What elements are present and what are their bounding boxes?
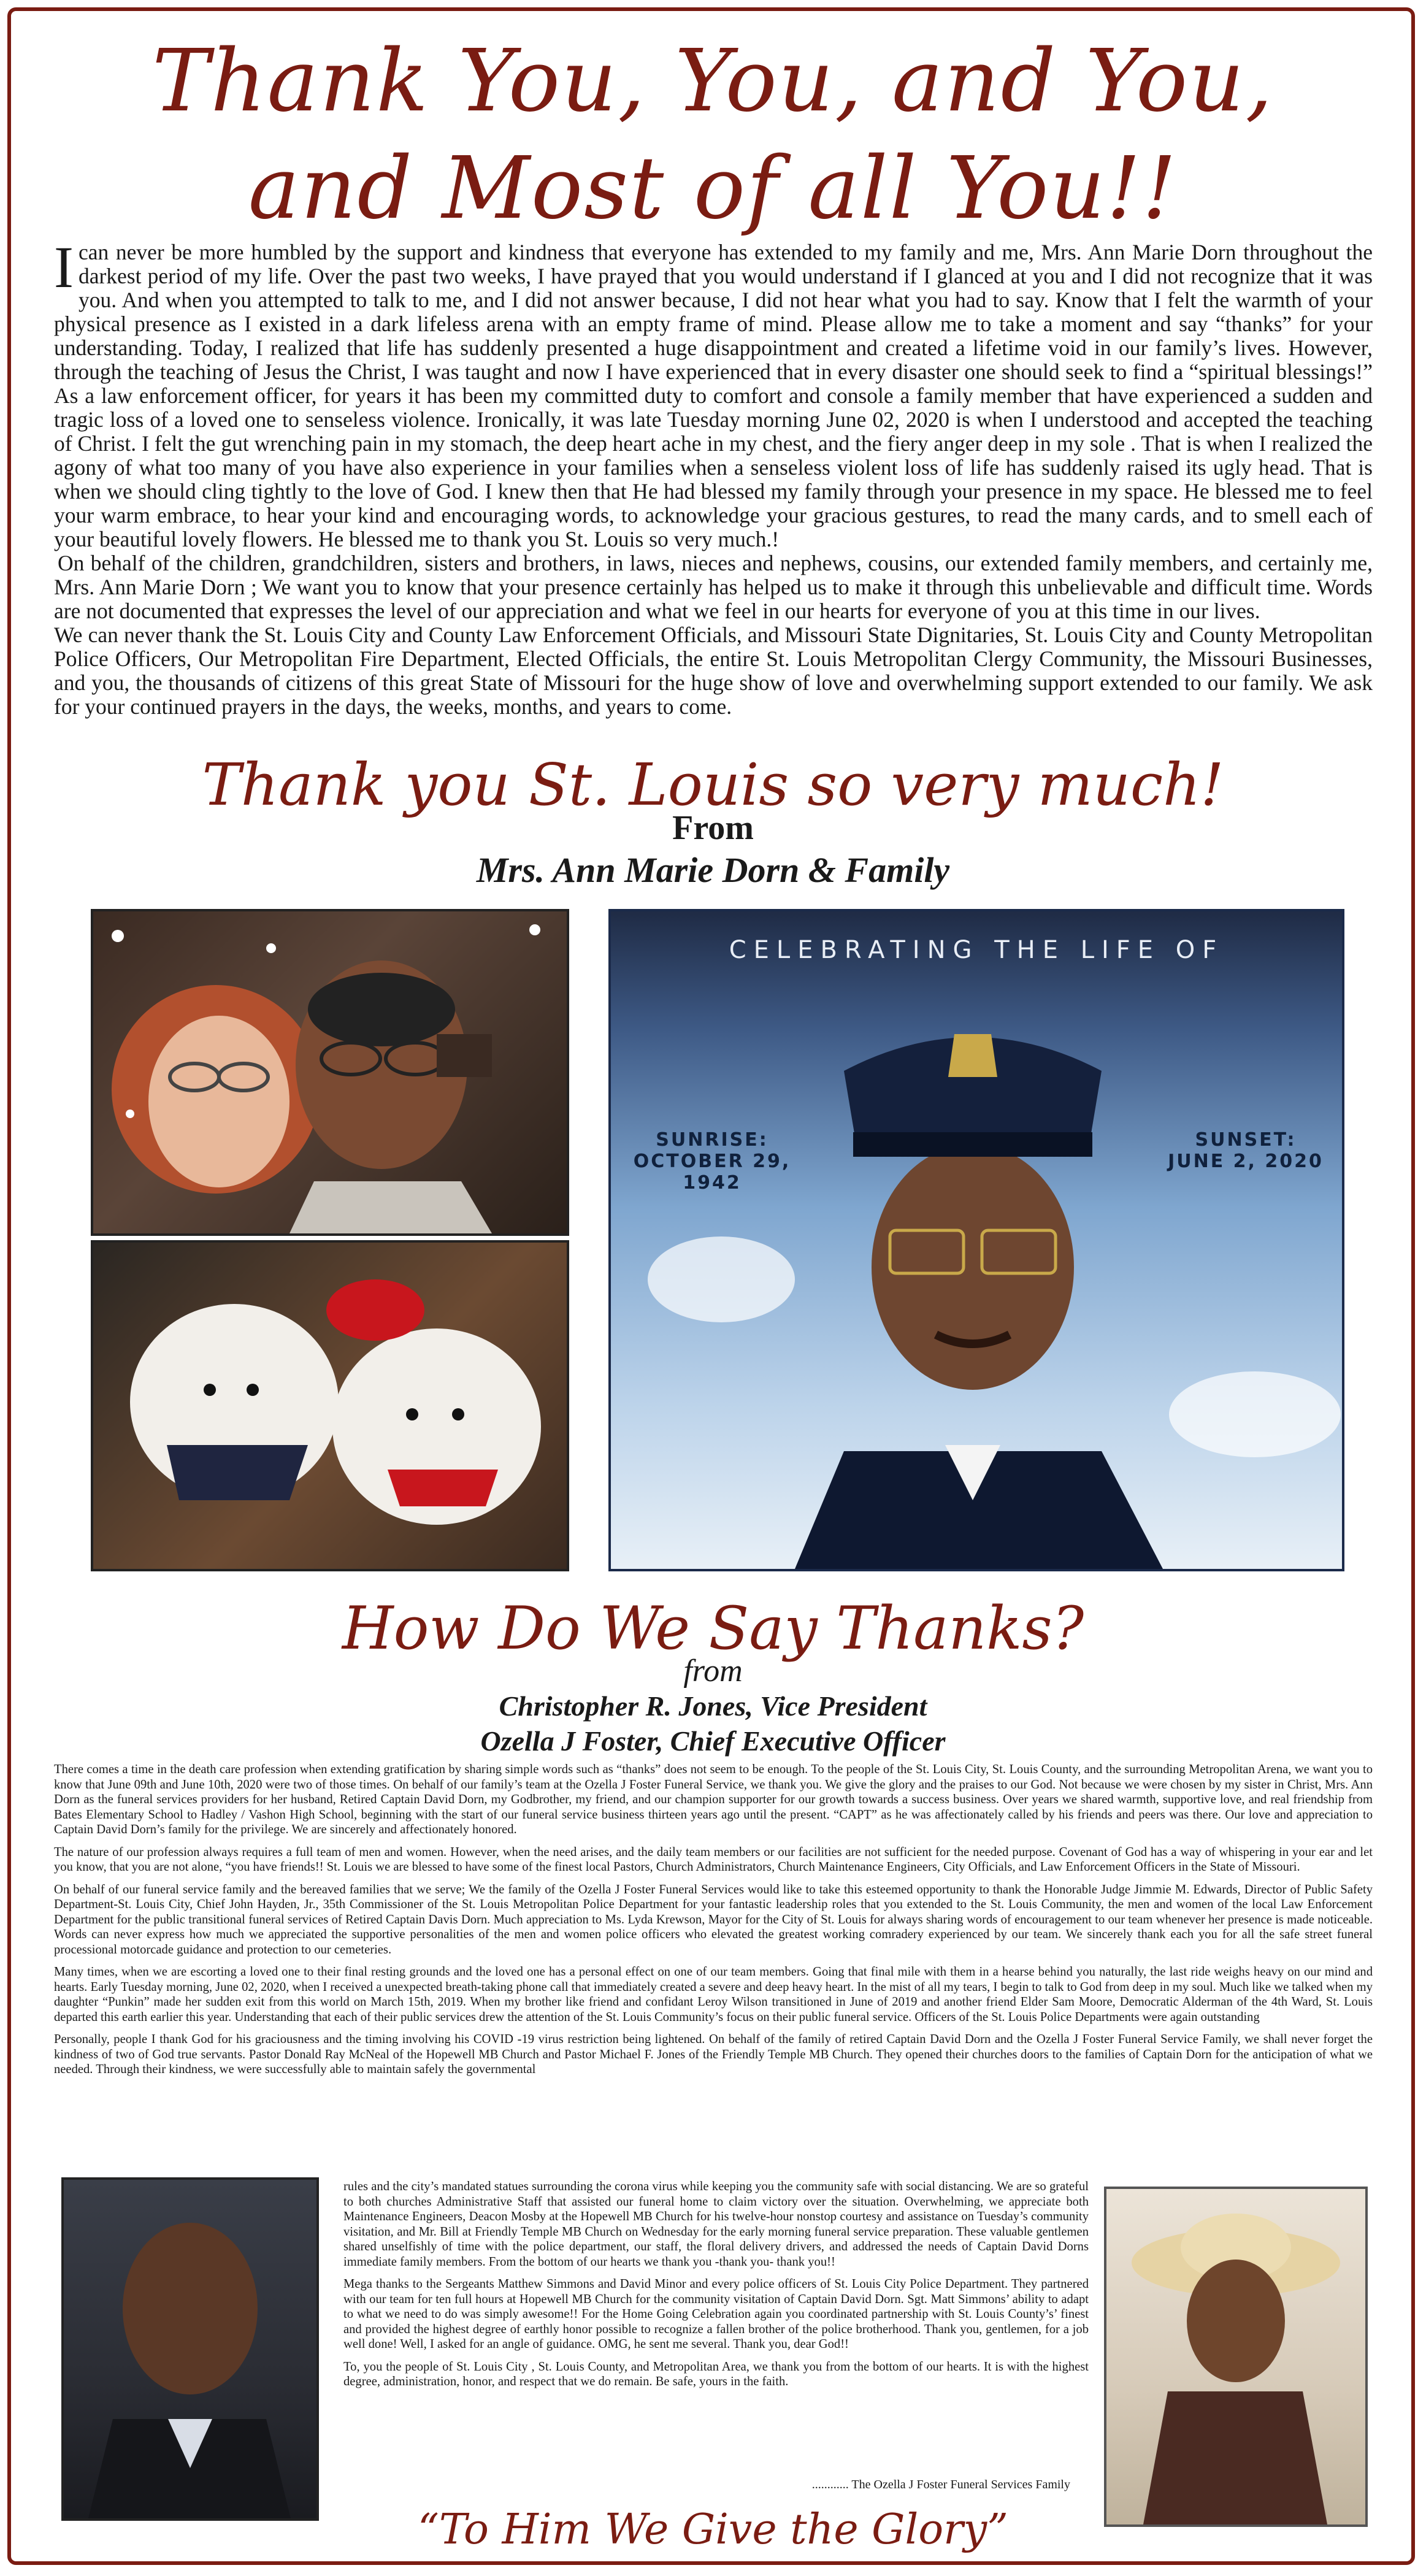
ceo-photo: [1104, 2187, 1368, 2527]
how-do-we-say-thanks-heading: How Do We Say Thanks?: [342, 1594, 1084, 1663]
title-line-1: Thank You, You, and You,: [152, 31, 1274, 131]
dorn-letter: [54, 234, 1373, 719]
funeral-paragraph-3: On behalf of our funeral service family and the bereaved families that we serve; We the family of the Ozella J Foster Funeral Services would like to take this esteemed opportunity to thank the Honorable Judge Jimmie M. Edwards, Director of Public Safety Department-St. Louis City, Chief John Hayden, Jr., 35th Commissioner of the St. Louis Metropolitan Police Department for your fantastic leadership roles that you extended to the St. Louis Community, the men and women of the local Law Enforcement Department for the public transitional funeral services of Retired Captain Davis Dorn. Much appreciation to Ms. Lyda Krewson, Mayor for the City of St. Louis for always sharing words of encouragement to our team whenever her presence is made noticeable. Words can never express how much we appreciated the supportive personalities of the men and women police officers who elevated the greatest working comradery experienced by our team. We sincerely thank each you for all the safe street funeral processional motorcade guidance and protection to our cemeteries.: [54, 1882, 1373, 1957]
funeral-letter-continued: [343, 2179, 1089, 2397]
sunrise-date: OCTOBER 29, 1942: [633, 1151, 791, 1194]
drop-cap: I: [54, 234, 74, 300]
dogs-photo-illustration: [93, 1243, 567, 1569]
vice-president-illustration: [64, 2180, 316, 2518]
funeral-paragraph-5: Personally, people I thank God for his graciousness and the timing involving his COVID -19 virus restriction being lightened. On behalf of the family of retired Captain David Dorn and the Ozella J Foster Funeral Service Family, we shall never forget the kindness of two of God true servants. Pastor Donald Ray McNeal of the Hopewell MB Church and Pastor Michael F. Jones of the Friendly Temple MB Church. They opened their churches doors to the families of Captain Dorn for the anticipation of what we needed. Through their kindness, we were successfully able to maintain safely the governmental: [54, 2033, 1373, 2076]
couple-photo: [91, 909, 569, 1236]
funeral-paragraph-2: The nature of our profession always requires a full team of men and women. However, when the need arises, and the daily team members or our facilities are not sufficient for the needed purpose. Covenant of God has a way of whispering in your ear and let you know, that you are not alone, “you have friends!! St. Louis we are blessed to have some of the finest local Pastors, Church Administrators, Church Maintenance Engineers, City Officials, and Law Enforcement Officers in the State of Missouri.: [54, 1845, 1373, 1874]
continued-paragraph-2: Mega thanks to the Sergeants Matthew Simmons and David Minor and every police officers of St. Louis City Police Department. They partnered with our team for ten full hours at Hopewell MB Church for the community visitation of Captain David Dorn. Sgt. Matt Simmons’ ability to adapt to what we need to do was simply awesome!! For the Home Going Celebration again you coordinated partnership with St. Louis County’s’ finest and provided the highest degree of earthly honor possible to recognize a fallen brother of the police brotherhood. Thank you, gentlemen, for a job well done! Well, I asked for an angle of guidance. OMG, he sent me several. Thank you, dear God!!: [343, 2277, 1089, 2351]
from-label-2: from: [683, 1654, 743, 1689]
continued-paragraph-3: To, you the people of St. Louis City , St. Louis County, and Metropolitan Area, we thank you from the bottom of our hearts. It is with the highest degree, administration, honor, and respect that we do remain. Be safe, yours in the faith.: [343, 2359, 1089, 2388]
sunset-block: [1151, 1129, 1341, 1172]
funeral-paragraph-4: Many times, when we are escorting a loved one to their final resting grounds and the loved one has a personal effect on one of our team members. Going that final mile with them in a hearse behind you naturally, the last ride weighs heavy on our mind and hearts. Early Tuesday morning, June 02, 2020, when I received a unexpected breath-taking phone call that immediately created a severe and deep heavy heart. In the mist of all my tears, I begin to talk to God from deep in my soul. Much like we talked when my daughter “Punkin” made her sudden exit from this world on March 15th, 2019. When my brother like friend and confidant Leroy Wilson transitioned in June of 2019 and another friend Elder Sam Moore, Democratic Alderman of the 4th Ward, St. Louis departed this earth earlier this year. Understanding that each of their public services drew the attention of the St. Louis Community’s focus on their public funeral service. Officers of the St. Louis Police Departments were again outstanding: [54, 1965, 1373, 2024]
memorial-portrait: [608, 909, 1344, 1571]
from-label: From: [672, 809, 754, 847]
vice-president-photo: [61, 2177, 319, 2521]
dogs-photo: [91, 1240, 569, 1571]
letter-paragraph-3: We can never thank the St. Louis City and County Law Enforcement Officials, and Missouri State Dignitaries, St. Louis City and County Metropolitan Police Officers, Our Metropolitan Fire Department, Elected Officials, the entire St. Louis Metropolitan Clergy Community, the Missouri Businesses, and you, the thousands of citizens of this great State of Missouri for the huge show of love and overwhelming support extended to our family. We ask for your continued prayers in the days, the weeks, months, and years to come.: [54, 623, 1373, 719]
letter-paragraph-1: Ican never be more humbled by the support and kindness that everyone has extended to my family and me, Mrs. Ann Marie Dorn throughout the darkest period of my life. Over the past two weeks, I have prayed that you would understand if I glanced at you and I did not recognize that it was you. And when you attempted to talk to me, and I did not answer because, I did not hear what you had to say. Know that I felt the warmth of your physical presence as I existed in a dark lifeless arena with an empty frame of mind. Please allow me to take a moment and say “thanks” for your understanding. Today, I realized that life has suddenly presented a huge disappointment and created a lifetime void in our family’s lives. However, through the teaching of Jesus the Christ, I was taught and now I have experienced that in every disaster one should seek to find a “spiritual blessings!” As a law enforcement officer, for years it has been my committed duty to comfort and console a family member that have experienced a sudden and tragic loss of a loved one to senseless violence. Ironically, it was late Tuesday morning June 02, 2020 is when I understood and accepted the teaching of Christ. I felt the gut wrenching pain in my stomach, the deep heart ache in my chest, and the fiery anger deep in my sole . That is when I realized the agony of what too many of you have also experience in your families when a senseless violent loss of life has suddenly raised its ugly head. That is when we should cling tightly to the love of God. I knew then that He had blessed my family through your presence in my space. He blessed me to feel your warm embrace, to hear your kind and encouraging words, to acknowledge your gracious gestures, to read the many cards, and to smell each of your beautiful lovely flowers. He blessed me to thank you St. Louis so very much.!: [54, 234, 1373, 551]
sunrise-label: SUNRISE:: [656, 1129, 769, 1151]
signer-vice-president: Christopher R. Jones, Vice President: [499, 1690, 927, 1722]
signer-ceo: Ozella J Foster, Chief Executive Officer: [480, 1725, 946, 1757]
sunset-label: SUNSET:: [1195, 1129, 1297, 1151]
page-title: [74, 28, 1352, 242]
sunset-date: JUNE 2, 2020: [1168, 1151, 1324, 1172]
title-line-2: and Most of all You!!: [248, 139, 1178, 239]
family-signature: Mrs. Ann Marie Dorn & Family: [476, 850, 950, 890]
couple-photo-illustration: [93, 911, 567, 1233]
funeral-family-signoff: ............ The Ozella J Foster Funeral Services Family: [811, 2478, 1070, 2491]
funeral-letter: [54, 1762, 1373, 2085]
continued-paragraph-1: rules and the city’s mandated statues surrounding the corona virus while keeping you the community safe with social distancing. We are so grateful to both churches Administrative Staff that assisted our funeral home to claim victory over the situation. Overwhelming, we appreciate both Maintenance Engineers, Deacon Mosby at the Hopewell MB Church for his twelve-hour nonstop courtesy and assistance on Tuesday’s community visitation, and Mr. Bill at Friendly Temple MB Church on Wednesday for the early morning funeral service preparation. These valuable gentlemen shared unselfishly of time with the police department, our staff, the floral delivery drivers, and addressed the needs of Captain David Dorns immediate family members. From the bottom of our hearts we thank you -thank you- thank you!!: [343, 2180, 1089, 2269]
ceo-illustration: [1106, 2189, 1365, 2524]
thanks-st-louis-heading: Thank you St. Louis so very much!: [202, 751, 1224, 819]
officer-portrait-illustration: [611, 911, 1342, 1569]
sunrise-block: [611, 1129, 813, 1194]
letter-paragraph-2: On behalf of the children, grandchildren, sisters and brothers, in laws, nieces and nephews, cousins, our extended family members, and certainly me, Mrs. Ann Marie Dorn ; We want you to know that your presence certainly has helped us to make it through this unbelievable and difficult time. Words are not documented that expresses the level of our appreciation and what we feel in our hearts for everyone of you at this time in our lives.: [54, 551, 1373, 623]
funeral-paragraph-1: There comes a time in the death care profession when extending gratification by sharing simple words such as “thanks” does not seem to be enough. To the people of the St. Louis City, St. Louis County, and the surrounding Metropolitan Arena, we want you to know that June 09th and June 10th, 2020 were two of those times. On behalf of our family’s team at the Ozella J Foster Funeral Service, we thank you. We give the glory and the praises to our God. Not because we were chosen by my sister in Christ, Mrs. Ann Dorn as the funeral services providers for her husband, Retired Captain David Dorn, my Godbrother, my friend, and our champion supporter for our growth towards a success business. Over years we shared warmth, supportive love, and real friendship from Bates Elementary School to Hadley / Vashon High School, beginning with the start of our funeral service business thirteen years ago until the present. “CAPT” as he was affectionately called by his friends and peers was there. Our love and appreciation to Captain David Dorn’s family for the privilege. We are sincerely and affectionately honored.: [54, 1763, 1373, 1836]
closing-line: “To Him We Give the Glory”: [418, 2505, 1008, 2554]
celebrating-heading: CELEBRATING THE LIFE OF: [729, 936, 1224, 964]
